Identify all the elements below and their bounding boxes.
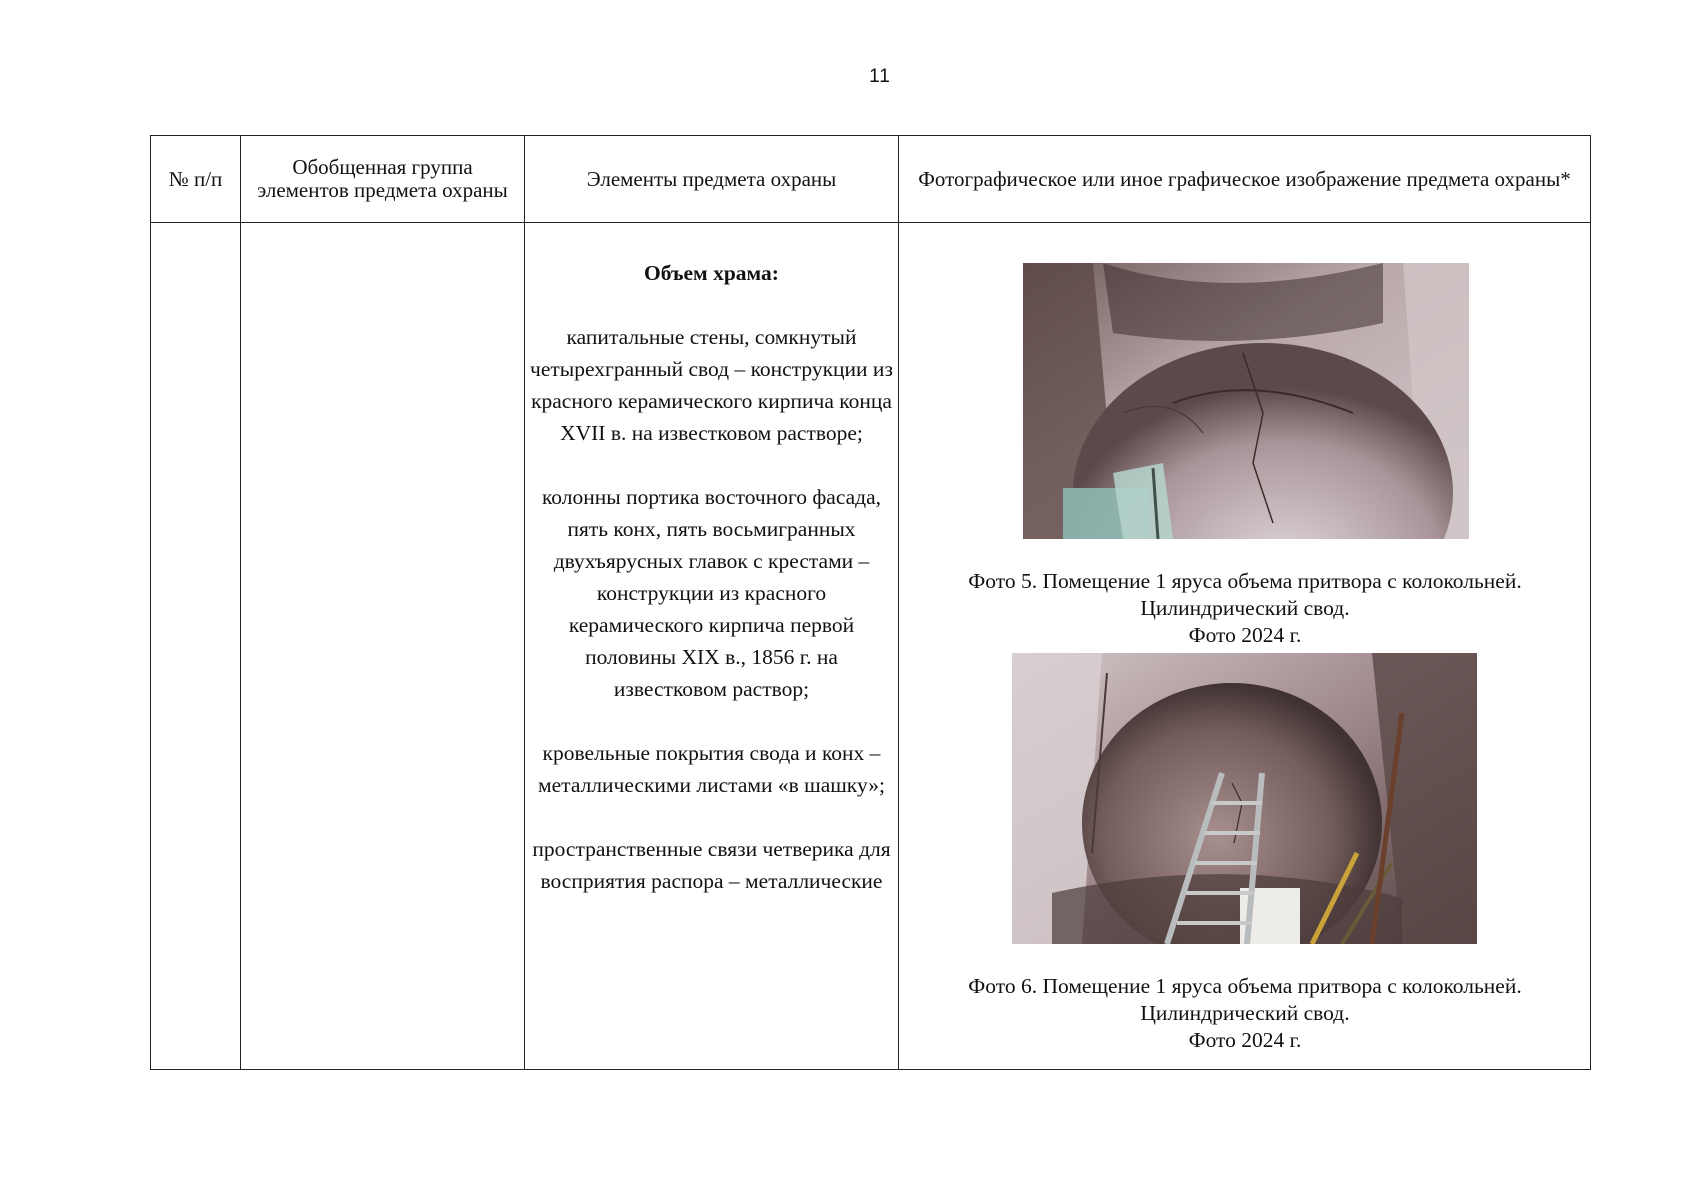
photo-caption-line: Фото 6. Помещение 1 яруса объема притвора с колокольней. <box>968 974 1522 998</box>
table-row <box>151 223 1591 1070</box>
photo-caption-line: Цилиндрический свод. <box>1140 596 1350 620</box>
elements-heading: Объем храма: <box>644 261 779 285</box>
photo-vault-1 <box>1023 263 1469 539</box>
elements-paragraph: кровельные покрытия свода и конх – металлическими листами «в шашку»; <box>538 741 885 797</box>
photo-vault-1-image <box>1023 263 1469 539</box>
photo-caption-2 <box>899 973 1591 1054</box>
elements-paragraph: капитальные стены, сомкнутый четырехгранный свод – конструкции из красного керамического кирпича конца XVII в. на известковом растворе; <box>530 325 893 445</box>
table-header-row <box>151 136 1591 223</box>
photo-caption-line: Фото 2024 г. <box>1188 1028 1302 1052</box>
elements-paragraph: пространственные связи четверика для восприятия распора – металлические <box>532 837 891 893</box>
photo-caption-line: Фото 5. Помещение 1 яруса объема притвора с колокольней. <box>968 569 1522 593</box>
photo-vault-2 <box>1012 653 1477 944</box>
header-elements: Элементы предмета охраны <box>525 136 899 223</box>
header-group: Обобщенная группа элементов предмета охраны <box>241 136 525 223</box>
header-photo: Фотографическое или иное графическое изображение предмета охраны* <box>899 136 1591 223</box>
page-number: 11 <box>869 66 891 87</box>
photo-caption-1 <box>899 568 1591 649</box>
cell-group <box>241 223 525 1070</box>
cell-photos <box>899 223 1591 1070</box>
elements-paragraph: колонны портика восточного фасада, пять конх, пять восьмигранных двухъярусных главок с крестами – конструкции из красного керамического кирпича первой половины XIX в., 1856 г. на известковом раствор; <box>541 485 882 701</box>
cell-number <box>151 223 241 1070</box>
heritage-elements-table <box>150 135 1591 1070</box>
cell-elements <box>525 223 899 1070</box>
header-number: № п/п <box>151 136 241 223</box>
photo-caption-line: Цилиндрический свод. <box>1140 1001 1350 1025</box>
photo-vault-2-image <box>1012 653 1477 944</box>
photo-caption-line: Фото 2024 г. <box>1188 623 1302 647</box>
